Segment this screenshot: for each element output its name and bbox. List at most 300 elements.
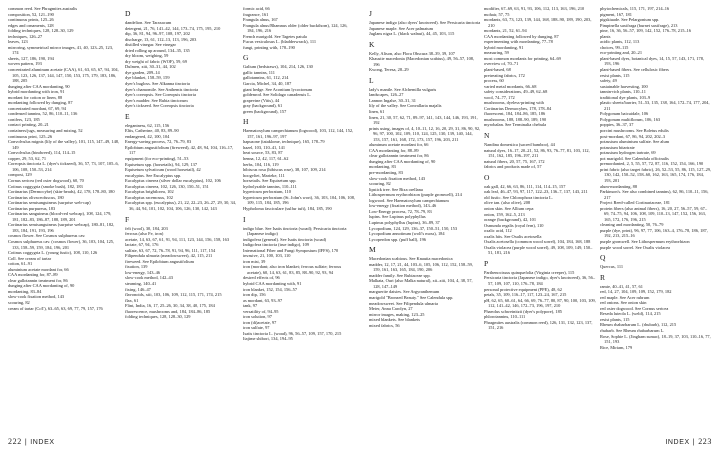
index-entry: Equisetum spp. (horsetails), 94, 129, 137: [125, 161, 198, 167]
index-entry: Rose, Sophie L. (Jingham sumac), 18–19, 37, 103, 110–16, 77, 151, 193: [600, 333, 711, 345]
index-entry: dunging after CAA mordanting, 90: [8, 83, 70, 89]
index-entry: ramie, 40–41, 41, 57, 61: [600, 283, 643, 289]
index-entry: flax, 61: [125, 297, 139, 303]
page-number-right: 223: [698, 437, 712, 446]
index-entry: safety, 49: [600, 78, 617, 84]
index-entry: fluorescence, mushrooms and, 184, 184–86, 185: [125, 308, 211, 314]
index-entry: Eucalyptus racemosus, 102: [125, 194, 173, 200]
index-entry: pigment, 167, 181: [600, 11, 632, 17]
index-entry: hibiscus rosa (hibiscus rose), 38, 107, 109, 214: [243, 167, 326, 173]
index-entry: fluorescent, 184, 184–86, 185, 186: [484, 111, 546, 117]
index-entry: plant-based fibers. See cellulosic fibers: [600, 67, 669, 73]
index-entry: Cortinarius Dermocybes, 178, 178–84: [484, 105, 552, 111]
index-entry: lipstick tree. See Bixa orellana: [369, 186, 423, 192]
index-entry: condensed tannins, 52, 86, 110–11, 136: [8, 111, 78, 117]
index-entry: madder, 12, 17, 21, 44, 103–6, 105, 106, 112, 152, 158–59, 159, 161, 163, 165, 184, 190, 206: [369, 261, 473, 273]
footer-left: [8, 437, 55, 446]
index-entry: Reseda luteola L. (weld), 114, 215: [600, 311, 661, 317]
index-entry: cotton, 61–91: [8, 261, 33, 267]
index-entry: Lycopodium, 124, 129, 136–37, 150–51, 150, 153: [369, 225, 458, 231]
index-entry: potassium bitartrate: [600, 144, 635, 150]
footer-right: [665, 437, 712, 446]
index-entry: dye blanket, 158–59, 159: [125, 75, 170, 81]
index-letter-heading: H: [243, 117, 249, 127]
index-entry: CAA mordanting for, 87–89: [8, 272, 58, 278]
index-entry: pine, 16, 36, 56–57, 109, 142, 152, 176–78, 215–16: [600, 28, 691, 34]
index-entry: resist plants, 115: [600, 316, 630, 322]
index-entry: folding techniques, 128, 128–30, 129: [125, 314, 191, 320]
index-entry: Equisetum sylvaticum (wood horsetail), 42: [125, 167, 201, 173]
index-entry: logwood. See Haematoxylum campechianum: [369, 197, 449, 203]
index-entry: natural fibers, 20, 57, 75, 167, 172: [484, 158, 545, 164]
index-entry: experimenting with mordanting, 77–78: [484, 39, 553, 45]
index-entry: desired effects of, 96: [243, 275, 280, 281]
index-entry: iron dip, 156: [243, 292, 266, 298]
index-entry: gray (background), 61: [243, 103, 283, 109]
index-entry: oxalis hits. See Oxalis acetosella: [484, 233, 542, 239]
index-column-2: [125, 6, 237, 320]
index-entry: pot marigold. See Calendula officinalis: [600, 155, 669, 161]
index-entry: discharge, 13, 61, 112–13, 113, 196, 203: [125, 36, 197, 42]
index-entry: process, 60: [484, 78, 504, 84]
index-column-4: [369, 6, 481, 328]
index-entry: mushrooms, 188, 188–90, 189, 190: [484, 116, 547, 122]
index-entry: mushrooms, dyeless-printing with: [484, 100, 544, 106]
index-letter-heading: G: [243, 53, 249, 63]
index-entry: slow-cook fixation method, 143: [8, 294, 65, 300]
index-entry: techniques, 126–27: [8, 33, 43, 39]
index-entry: cosmos flower. See Cosmos sulphureus cav.: [8, 233, 86, 239]
index-entry: Cortinarius semisanguineus (surprise web-cap): [8, 200, 91, 206]
index-letter-heading: R: [600, 272, 606, 282]
index-entry: French marigold. See Tagetes patula: [243, 33, 307, 39]
index-entry: fabrics and products made of, 57: [484, 164, 542, 170]
index-entry: hazel, 103, 110–41, 141: [243, 144, 286, 150]
index-entry: Haematoxylum campechianum (logwood), 103, 112, 144, 152, 157, 161, 196–97, 197: [243, 128, 354, 139]
index-entry: rhubarb. See Rheum rhabarbarum L.: [600, 327, 665, 333]
index-entry: iron sulfate, 97: [243, 325, 270, 331]
index-entry: lactate, 67, 94, 176: [125, 242, 159, 248]
index-entry: Lannon Ingalse, 30–31, 31: [369, 97, 416, 103]
index-entry: iron blanket, 152, 154, 156–57: [243, 286, 298, 292]
index-entry: as mordant, 63, 93–97: [243, 297, 283, 303]
footer-separator: |: [692, 439, 696, 446]
index-entry: iron mist, 39: [243, 258, 266, 264]
index-entry: Cortinarius semisanguineus (surprise webcap), 180–81, 182, 183, 184, 191, 193, 196: [8, 222, 115, 233]
index-entry: cream of tartar (CoT), 63–65, 63, 69, 77, 79, 157, 176: [8, 305, 103, 311]
index-entry: purple (dye, print), 96, 97, 77, 106, 163–4, 176–78, 186, 187, 192, 213, 215–16: [600, 227, 708, 239]
index-letter-heading: P: [484, 258, 489, 268]
index-entry: acidic plants, 112, 113: [600, 39, 640, 45]
index-entry: red maple. See Acer rubrum: [600, 294, 650, 300]
index-entry: dry weight of fabric (WOF), 59, 69: [125, 58, 187, 64]
index-entry: overview of, 70–71: [484, 61, 519, 67]
index-entry: Convolvulus mignis (lily of the valley), 101, 115, 147–49, 148, 149: [8, 139, 120, 150]
index-entry: iron (mordant; also iron blanket; ferrous sulfate; ferrous acetate), 60, 14, 63, 61, 83, 85, 88–90, 92, 93, 94: [243, 264, 342, 275]
index-entry: fixing, 146–47: [125, 286, 151, 292]
index-entry: flavonoids, xiii, 103, 106, 109, 112, 115, 171, 174, 215: [125, 292, 222, 298]
index-entry: cleaning and mordanting, 50, 76–79: [600, 222, 664, 228]
index-entry: Polygonum multiflorum, 106, 163: [600, 116, 661, 122]
index-entry: Low-Energy process, 72, 78–79, 83: [369, 208, 432, 214]
index-entry: invasive, 21, 100, 103, 110: [243, 253, 291, 259]
index-entry: Cotinus coggygria (smoke bush), 182, 183: [8, 183, 83, 189]
index-entry: dye garden, 209–14: [125, 69, 160, 75]
index-entry: personal protective equipment (PPE), 48, 62: [484, 286, 562, 292]
index-entry: heat source, 53, 83, 87: [243, 150, 283, 156]
index-entry: Indigofera tinctoria (true indigo), 109: [243, 242, 309, 248]
index-entry: containers/jugs, measuring and mixing, 52: [8, 128, 83, 134]
index-entry: Meier, Anna Carolyn, 27: [369, 306, 413, 312]
index-entry: dyer's coreopsis. See Coreopsis tinctoria: [125, 92, 196, 98]
index-entry: dyer's chamomile. See Anthemis tinctoria: [125, 86, 199, 92]
index-entry: plastic sheets/barrier, 51–53, 135, 138, 164, 172–74, 177, 204, 211: [600, 100, 710, 111]
index-entry: Cortinarius sanguineus (blood-red webcap), 108, 124, 179, 181, 182–83, 186–87, 188, 189, 201: [8, 211, 112, 222]
index-entry: Fucus vesiculosus L. (bladderwrack), 111: [243, 39, 317, 45]
index-entry: fireweed. See Epilobium angustifolium: [125, 258, 195, 264]
index-letter-heading: E: [125, 111, 130, 121]
index-entry: Nandina domestica (sacred bamboo), 44: [484, 142, 555, 148]
index-entry: CAA mordanting followed by dunging, 87: [484, 33, 559, 39]
index-entry: varied metal mordants, 66–68: [484, 83, 537, 89]
index-letter-heading: Q: [600, 253, 606, 263]
index-entry: marguerite daisies. See Argyranthemum: [369, 289, 440, 295]
index-entry: myrobalan. See Terminalia chebula: [484, 122, 547, 128]
index-entry: Kwong, Teresa, 28–29: [369, 67, 409, 73]
index-entry: Khaustie macedonia (Macedonian scabius), 49, 56–57, 108, 196: [369, 56, 475, 67]
index-entry: low-energy, 143–46: [125, 269, 160, 275]
index-entry: red osier dogwood. See Cornus sericea: [600, 305, 669, 311]
index-entry: continuous prints, 125–26: [8, 17, 54, 23]
index-entry: Energy-saving process, 72, 76–79, 83: [125, 139, 192, 145]
index-entry: fungi, printing with, 178–190: [243, 44, 295, 50]
index-entry: International Fiber and Fungi Symposium (IFFS), 170: [243, 247, 339, 253]
index-entry: versatility of, 94–95: [243, 308, 279, 314]
index-column-5: [484, 6, 596, 331]
index-entry: dip, 36, 81, 94, 96–97, 108, 197, 202: [125, 31, 190, 37]
index-entry: Cosmos sulphureus cav. (cosmos flower), 36, 103, 104, 125, 133, 158–59, 159, 184, 196, 201: [8, 238, 115, 250]
index-entry: wool, 74–77, 172: [484, 94, 515, 100]
index-entry: purple wood sorrel. See Oxalis violacea: [600, 244, 670, 250]
index-letter-heading: O: [484, 172, 490, 182]
index-entry: Eucalyptus brightlorea, 102: [125, 189, 174, 195]
index-entry: hybrid CAA mordanting with, 91: [243, 280, 302, 286]
index-letter-heading: D: [125, 9, 131, 18]
index-entry: madder family. See Rubiaceae spp.: [369, 272, 431, 278]
index-entry: compost, 129: [8, 172, 32, 178]
index-entry: prints using, images of, 4, 10–11, 12, 16, 20, 29, 31, 86, 90, 92, 96, 97, 100, 102, 109, 110, 124, 125, 130, 139, 140, 144, 153, 157, 161, 168, 172, 173, 157, 196, 203, 211: [369, 125, 481, 142]
index-entry: Flint, India, 16, 17, 25–26, 30, 34, 38, 40, 175, 184: [125, 303, 215, 309]
index-entry: Rheum rhabarbarum L. (rhubarb), 112, 215: [600, 322, 677, 328]
index-entry: dried rolling up around, 134–35, 135: [125, 47, 190, 53]
index-entry: Epilobium angustifolium (fireweed), 42, 48, 94, 104, 116–17, 117: [125, 144, 234, 156]
index-entry: Garcia, Michel, 34, 40, 187: [243, 81, 292, 87]
index-entry: lady's mantle. See Alchemilla vulgaris: [369, 86, 437, 92]
index-entry: gallotannins, 61, 112, 214: [243, 75, 289, 81]
index-entry: scouring, 82: [8, 299, 30, 305]
index-entry: linen, 61: [369, 109, 385, 115]
index-column-3: [243, 6, 355, 342]
index-entry: folding techniques, 128, 128–30, 129: [8, 28, 74, 34]
index-column-6: [600, 6, 712, 350]
index-entry: Phaeolus schweinitzii (dyer's polypore), 185: [484, 308, 562, 314]
index-entry: Eucalyptus cinerea, 102, 126, 130, 150–51, 151: [125, 183, 209, 189]
index-entry: hybrid mordanting, 91: [484, 44, 524, 50]
index-entry: Cortinarius olivaceofuscus, 180: [8, 194, 64, 200]
index-entry: Polygonum baicuidale, 106: [600, 111, 649, 117]
index-entry: Project Reed-called Cortinariaceae, 181: [600, 200, 670, 206]
index-entry: Itajime shibori, 134, 194–95: [243, 336, 293, 342]
index-entry: mirror images, making, 123–25: [369, 311, 425, 317]
index-entry: Cornus sericea (red osier dogwood), 60, 70: [8, 177, 84, 183]
index-entry: Oxalis acetosella (common wood sorrel), 104, 184, 168, 188: [484, 239, 591, 245]
index-entry: Parthenocissus quinquefolia (Virginia creeper), 115: [484, 269, 575, 275]
index-entry: red onions. See onion skin: [600, 300, 647, 306]
index-entry: potassium aluminium sulfate. See alum: [600, 139, 670, 145]
index-entry: scouring, 82: [369, 181, 391, 187]
index-entry: goldenrod. See Solidago canadensis L.: [243, 92, 312, 98]
index-entry: contact printing, 20–21: [8, 122, 49, 128]
index-entry: copper, 29, 53, 62, 71: [8, 155, 47, 161]
index-entry: dyer's bugloss. See Alkanna tinctoria: [125, 81, 190, 87]
index-entry: Macedonian scabious. See Knautia macedonica: [369, 256, 453, 262]
index-entry: Oxalis violacea (purple wood sorrel), 49, 108, 109, 149, 150–51, 181, 216: [484, 244, 593, 256]
index-entry: leaves, 123: [8, 39, 28, 45]
index-entry: Cortinarius (Dermocybe) (skin-heads), 42, 178, 178–80, 180: [8, 189, 115, 195]
index-entry: Hypholoma fasciculare (sulfur tuft), 184, 185, 190: [243, 205, 332, 211]
index-entry: mordanting, 83–84: [8, 288, 42, 294]
index-entry: petals, 35, 109, 116–17, 117, 123–24, 167, 215: [484, 292, 567, 298]
index-entry: conifers, 123, 185: [8, 116, 40, 122]
index-entry: formic acid, 66: [243, 6, 270, 11]
index-letter-heading: K: [369, 39, 375, 49]
index-entry: print fabric (also target fabric), 26, 52–53, 55, 86, 115, 127–29, 130, 142, 150–52, 158–60, 162, 163, 165, 174, 176, 184, 193, 201: [600, 166, 712, 183]
index-entry: Frangula alnus, 167: [243, 17, 278, 23]
index-entry: fixation, 139: [125, 264, 148, 270]
index-entry: mordants, 21, 52, 61–94: [484, 28, 527, 34]
index-entry: Japanese indigo (also dyers' knotweed). See Persicaria tinctoria: [369, 20, 481, 25]
index-entry: aluminium acetate mordant for, 66: [8, 266, 69, 272]
index-entry: plant-based, 68: [484, 67, 511, 73]
index-entry: Persicaria tinctoria (Japanese indigo, dyer's knotweed), 36, 56–57, 109, 107, 110, 176–78, 184: [484, 275, 596, 286]
index-entry: Rice, Miriam, 179: [600, 344, 633, 350]
index-entry: Malkata, Ouri (also Malka natural), xii–xiii, 104, 4, 38, 57, 128, 147–149: [369, 278, 473, 289]
index-entry: Japanese maple. See Acer palmatum: [369, 25, 434, 31]
index-entry: pre-mordanting, 83: [369, 170, 403, 176]
index-entry: giant hedge. See Aconitum lycoctonum: [243, 86, 313, 92]
index-entry: elegantness, 62, 115, 156: [125, 122, 170, 128]
index-entry: CAA mordanting for, 88–89: [369, 147, 419, 153]
index-entry: Eucalyptus cinerea (silver dollar eucalyptus), 102, 106: [125, 178, 221, 184]
index-entry: Eucalyptus spp. (eucalyptus), 21, 22, 22–23, 26–27, 29, 30, 34, 36, 44, 94, 101, 102, 104, 106, 126, 130, 142, 143: [125, 200, 236, 211]
index-entry: most common mordants for printing, 64–69: [484, 55, 561, 61]
index-entry: poppies, 36–37, 37: [600, 122, 634, 128]
index-letter-heading: M: [369, 245, 376, 255]
index-entry: mixed fabrics, 56: [369, 322, 400, 328]
index-entry: plant-based dyes, botanical dyes, 14, 15, 57, 143, 171, 178, 193, 196: [600, 55, 705, 67]
index-entry: acetate, 14, 63, 67, 61, 91, 94, 111, 123, 144, 156, 158, 163: [125, 236, 230, 242]
index-entry: hydrolyzable tannins, 110–111: [243, 183, 297, 189]
index-entry: resist plants, 115: [600, 72, 630, 78]
index-entry: modifier, 67–69, 63, 91, 93, 106, 112, 113, 163, 196, 210: [484, 6, 585, 11]
index-entry: Galium (bedstraws), 104, 214, 126, 130: [243, 64, 313, 70]
index-entry: edges and ornaments, 128: [8, 22, 54, 28]
index-entry: hapuzone (tataklome, technique), 165, 178–79: [243, 139, 325, 145]
index-entry: common reed. See Phragmites australis: [8, 6, 78, 11]
index-entry: porcini mushrooms. See Boletus edulis: [600, 128, 669, 134]
index-entry: Coreopsis tinctoria L. (dyer's tickseed), 36, 57, 73, 107, 105–6, 106, 108, 150–53, 214: [8, 161, 119, 172]
index-entry: onion skin. See Allium cepa: [484, 205, 534, 211]
index-entry: lily of the valley. See Convallaria majalis: [369, 103, 442, 109]
index-letter-heading: J: [369, 9, 372, 18]
index-entry: orange (background), 42, 101: [484, 217, 537, 223]
index-entry: iron solution, 97: [243, 314, 272, 320]
index-entry: pigskiuade. See Pelargonium spp.: [600, 17, 660, 23]
index-entry: phytochemicals, 115, 171, 197, 214–16: [600, 6, 670, 11]
index-entry: Eltis, Catherine, 40, 83, 89–90: [125, 128, 179, 134]
index-entry: clear gallotannin treatment for, 86: [369, 153, 429, 159]
index-entry: Lithospermum erythrorhizon (purple gromwell), 214: [369, 192, 462, 198]
index-entry: safety considerations, 49–49, 62–68: [484, 89, 548, 95]
index-entry: oak gall, 42, 66, 63, 86, 111, 114, 114–15, 157: [484, 183, 566, 189]
index-entry: pretreating fabrics, 172: [484, 72, 525, 78]
index-entry: ferrous (also Fe, iron): [125, 231, 164, 237]
index-entry: phlorotannins, 110–111: [484, 314, 526, 320]
index-entry: concentrated mordant, 67, 69, 94: [8, 105, 66, 111]
index-entry: natural dyes, 16–17, 20–21, 52, 86, 93, 76–77, 81, 103, 112, 151, 162, 185, 196–197, 211: [484, 147, 590, 159]
index-entry: detergent, 21, 76, 141–42, 144, 173–74, 175, 195, 210: [125, 25, 221, 31]
index-entry: purple gromwell. See Lithospermum erythrorhizon: [600, 238, 690, 244]
index-entry: mordant for cotton or linen, 88: [8, 94, 63, 100]
index-entry: clear gallotannin treatment for, 86: [8, 277, 68, 283]
index-entry: dunging after CAA mordanting of, 90: [369, 158, 436, 164]
index-entry: linen, 21, 30, 57, 62, 71, 89–97, 141, 143, 144, 146, 193, 191, 192: [369, 114, 478, 126]
index-entry: Dulmen, xiii, 30–31, 44, 102: [125, 64, 176, 70]
index-entry: Isatis tinctoria L. (woad), 96, 56–57, 109, 157, 170, 215: [243, 330, 342, 336]
index-entry: onion, 159, 162–5, 213: [484, 211, 525, 217]
index-entry: hypericum perforatum, 110: [243, 189, 291, 195]
index-entry: indigofera (general). See Isatis tinctoria (woad): [243, 236, 327, 242]
index-entry: Juglans nigra L. (black walnut), 44, 45, 103, 115: [369, 31, 455, 37]
index-entry: concentrated aluminum acetate (CAA), 61, 63, 65, 67, 94, 104, 105, 123, 126, 137, 144, 147, 150, 153, 175, 179, 183, 186, 188, 205: [8, 67, 119, 84]
index-entry: henna, 12, 42, 117, 61–62: [243, 156, 289, 162]
index-entry: lupins. See Lupinus polyphyllus: [369, 214, 426, 220]
running-head-left: INDEX: [30, 439, 55, 446]
index-entry: red, 14, 27, 104, 109, 109, 152, 179, 182: [600, 289, 672, 295]
index-entry: mirroring, symmetrical mirror images, 41, 40, 123–25, 123, 174: [8, 44, 113, 56]
index-entry: hybrid mordanting with iron, 91: [8, 89, 65, 95]
index-entry: marigold "Bronzed Beauty." See Calendula spp.: [369, 294, 454, 300]
index-entry: Lycoperdon spp. (puff ball), 196: [369, 236, 426, 242]
index-entry: sheets, 127, 186, 190, 194: [8, 55, 54, 61]
index-entry: continuous print, 125–26: [8, 133, 53, 139]
index-entry: composition, 52, 121–190: [8, 11, 54, 17]
index-entry: Parkinson's. See also combined tannins), 62, 86, 110–11, 156, 217: [600, 189, 709, 200]
index-entry: sustainable harvesting, 100: [600, 83, 648, 89]
index-entry: old fustic. See Chlorophora tinctoria L.: [484, 194, 553, 200]
index-entry: Frangula alnus/Rhamnus older (older buckthorn), 124, 126, 184, 196, 216: [243, 22, 348, 34]
index-entry: mordants, 63, 73, 123, 139, 144, 168, 188–90, 189, 190, 203, 210: [484, 17, 592, 28]
index-entry: steaming, 140–41: [125, 280, 157, 286]
index-entry: oxalic acid, 112: [484, 228, 512, 234]
index-entry: endangered, 42, 100, 104: [125, 133, 170, 139]
index-entry: green (background), 157: [243, 108, 287, 114]
index-entry: fragrance, 161: [243, 11, 269, 17]
index-column-1: [8, 6, 120, 311]
index-entry: felt (wool), 30, 184, 203: [125, 225, 168, 231]
index-entry: Coll. See cream of tartar: [8, 255, 52, 261]
index-entry: sulfate, 63, 67, 72, 76–78, 91, 94, 96, 111, 117, 154: [125, 247, 216, 253]
index-entry: measuring, 59: [484, 50, 509, 56]
index-entry: tannin-rich plants, 110–11: [600, 89, 646, 95]
index-entry: premordanted, 2, 5, 55, 57, 72, 87, 116, 152, 154, 166, 190: [600, 161, 704, 167]
index-entry: Filipendula ulmaria (meadowsweet), 42, 115, 211: [125, 253, 213, 259]
index-letter-heading: N: [484, 131, 490, 141]
index-entry: meadowsweet. See Filipendula ulmaria: [369, 300, 439, 306]
index-entry: dandelion. See Taraxacum: [125, 20, 172, 25]
index-entry: iron (di)acetate, 97: [243, 319, 277, 325]
index-entry: gallic tannins, 111: [243, 69, 275, 75]
footer-separator: |: [24, 439, 28, 446]
index-entry: grapevine (Vitis), 44: [243, 97, 280, 103]
index-entry: mordanting followed by dunging, 87: [8, 100, 73, 106]
index-entry: pH, 62, 65, 60–61, 64, 66, 69, 76–77, 80, 87, 90, 100, 103, 109, 112, 141–42, 146, 172–73, 196, 197, 210: [484, 297, 596, 309]
index-entry: distilled vinegar. See vinegar: [125, 42, 176, 48]
index-entry: dunging after CAA mordanting of, 90: [8, 283, 75, 289]
index-entry: mixed blankets. See blankets: [369, 317, 420, 323]
index-entry: Cortinarius purpureus, 183: [8, 205, 56, 211]
index-entry: plants: [600, 33, 611, 39]
index-letter-heading: I: [243, 214, 246, 224]
index-entry: mordanting, 83: [369, 164, 396, 170]
index-entry: Lycopodium annotinum (wolf's moss), 184: [369, 231, 445, 237]
index-entry: dyer's madder. See Rubia tinctorum: [125, 97, 188, 103]
page-number-left: 222: [8, 437, 22, 446]
index-entry: low-energy (fixation method), 143–46: [369, 203, 437, 209]
index-entry: oak leaf, 46–47, 93, 97, 117, 122–23, 136–7, 137, 143, 211: [484, 189, 588, 195]
index-entry: potassium hydrogen tartrate, 69: [600, 150, 656, 156]
index-entry: Pimpinella saxifraga (burnet saxifrage), 213: [600, 22, 678, 28]
index-entry: woven pattern, 193: [8, 61, 42, 67]
running-head-right: INDEX: [665, 439, 690, 446]
index-entry: slow-cook fixation method, 143: [369, 175, 426, 181]
index-entry: horsetails. See Equisetum spp.: [243, 178, 297, 184]
index-entry: Lupinus polyphyllus (lupins), 36–89, 37: [369, 219, 440, 225]
index-entry: Phragmites australis (common reed), 126, 131, 132, 123, 137, 151, 216: [484, 319, 593, 331]
index-entry: mohair, 57, 75: [484, 11, 510, 17]
index-entry: alum-mordanting, 88: [600, 183, 638, 189]
index-entry: landscapes, 126–27: [369, 92, 404, 98]
index-entry: herbs, 104, 116, 119: [243, 161, 279, 167]
index-entry: tank, 97: [243, 303, 258, 309]
index-entry: olive tan. (also olive), 208: [484, 200, 531, 206]
index-entry: indigo blue. See Isatis tinctoria (woad); Persicaria tinctoria (Japanese indigo): [243, 225, 347, 237]
index-entry: protein fibers (also animal fibers), 16, 20, 27, 56–57, 59, 67–69, 74–75, 94, 106, 108, 109, 110–13, 147, 152, 156, 163, 165, 172, 176, 196, 215: [600, 205, 708, 222]
index-entry: Kelly, Alison, also Flora Obscura 38–39, 39, 107: [369, 50, 455, 56]
index-entry: traditional dye plants, 103–9: [600, 94, 651, 100]
index-entry: eco-printing and, 20–21: [600, 50, 643, 56]
index-letter-heading: L: [369, 75, 374, 85]
index-entry: Convolvulus (bindweed), 114, 114–15: [8, 150, 76, 156]
index-entry: dry bloom, weighing, 59: [125, 53, 169, 59]
index-entry: hoogvliet, Marieke, 111: [243, 172, 285, 178]
index-entry: Quercus, 111: [600, 264, 624, 270]
index-entry: post-mordant, 67, 86, 94, 202, 202–3: [600, 133, 666, 139]
index-entry: slow-cook method, 142–43: [125, 275, 173, 281]
index-entry: dyer's tickseed. See Coreopsis tinctoria: [125, 103, 194, 109]
index-entry: aluminum acetate mordant for, 66: [369, 142, 429, 148]
index-entry: Osmunda regalis (royal fern), 110: [484, 222, 544, 228]
